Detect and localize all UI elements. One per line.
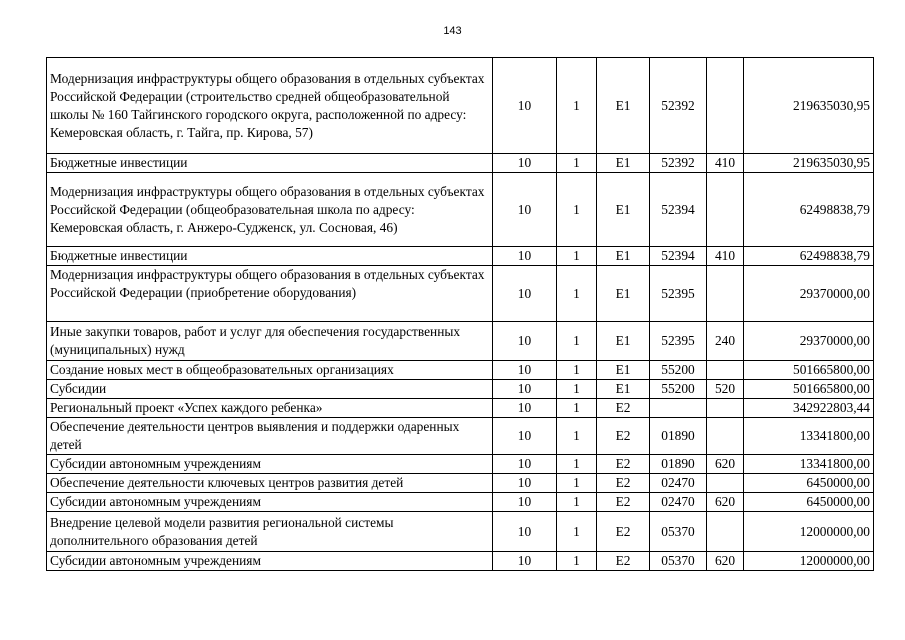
row-section: 10 [493,266,557,322]
row-expense-type: 410 [707,247,744,266]
row-name: Создание новых мест в общеобразовательных организациях [47,361,493,380]
row-section: 10 [493,361,557,380]
row-subsection: 1 [557,58,597,154]
row-section: 10 [493,455,557,474]
budget-table [46,57,874,571]
row-expense-type: 620 [707,552,744,571]
row-program-code: E1 [597,154,650,173]
row-target-code: 05370 [650,552,707,571]
table-row [47,322,874,361]
row-subsection: 1 [557,399,597,418]
row-amount: 219635030,95 [744,58,874,154]
row-name: Модернизация инфраструктуры общего образования в отдельных субъектах Российской Федерации (общеобразовательная школа по адресу: Кемеровская область, г. Анжеро-Судженск, ул. Сосновая, 46) [47,173,493,247]
table-row [47,173,874,247]
row-amount: 6450000,00 [744,493,874,512]
row-target-code: 55200 [650,361,707,380]
row-target-code: 02470 [650,493,707,512]
row-amount: 62498838,79 [744,247,874,266]
row-amount: 12000000,00 [744,552,874,571]
row-subsection: 1 [557,173,597,247]
row-target-code: 52394 [650,173,707,247]
table-row [47,512,874,552]
table-row [47,247,874,266]
row-target-code: 05370 [650,512,707,552]
row-section: 10 [493,552,557,571]
table-row [47,266,874,322]
row-subsection: 1 [557,512,597,552]
table-row [47,455,874,474]
row-expense-type [707,474,744,493]
row-subsection: 1 [557,455,597,474]
row-section: 10 [493,493,557,512]
row-target-code: 55200 [650,380,707,399]
row-subsection: 1 [557,493,597,512]
row-subsection: 1 [557,552,597,571]
row-subsection: 1 [557,361,597,380]
row-program-code: E2 [597,399,650,418]
row-name: Модернизация инфраструктуры общего образования в отдельных субъектах Российской Федерации (приобретение оборудования) [47,266,493,322]
table-row [47,399,874,418]
row-amount: 13341800,00 [744,455,874,474]
row-amount: 501665800,00 [744,380,874,399]
row-subsection: 1 [557,474,597,493]
row-amount: 6450000,00 [744,474,874,493]
row-name: Субсидии автономным учреждениям [47,493,493,512]
row-expense-type [707,173,744,247]
row-program-code: E2 [597,474,650,493]
row-name: Обеспечение деятельности ключевых центров развития детей [47,474,493,493]
row-program-code: E2 [597,493,650,512]
row-expense-type: 240 [707,322,744,361]
row-program-code: E2 [597,418,650,455]
row-amount: 12000000,00 [744,512,874,552]
table-row [47,552,874,571]
row-name: Обеспечение деятельности центров выявления и поддержки одаренных детей [47,418,493,455]
table-row [47,361,874,380]
row-program-code: E1 [597,266,650,322]
row-name: Субсидии автономным учреждениям [47,455,493,474]
row-program-code: E2 [597,455,650,474]
row-program-code: E1 [597,58,650,154]
row-section: 10 [493,154,557,173]
row-section: 10 [493,380,557,399]
row-name: Субсидии [47,380,493,399]
row-target-code: 52395 [650,322,707,361]
row-expense-type: 410 [707,154,744,173]
row-target-code: 52392 [650,58,707,154]
row-program-code: E1 [597,322,650,361]
table-row [47,418,874,455]
row-expense-type [707,418,744,455]
row-expense-type [707,512,744,552]
row-name: Бюджетные инвестиции [47,154,493,173]
row-amount: 219635030,95 [744,154,874,173]
row-amount: 13341800,00 [744,418,874,455]
row-subsection: 1 [557,154,597,173]
row-target-code: 02470 [650,474,707,493]
row-program-code: E1 [597,247,650,266]
row-section: 10 [493,58,557,154]
page-number: 143 [443,25,462,37]
row-name: Модернизация инфраструктуры общего образования в отдельных субъектах Российской Федерации (строительство средней общеобразовательной школы № 160 Тайгинского городского округа, расположенной по адресу: Кемеровская область, г. Тайга, пр. Кирова, 57) [47,58,493,154]
row-program-code: E1 [597,380,650,399]
row-expense-type: 620 [707,455,744,474]
table-row [47,380,874,399]
table-row [47,154,874,173]
row-amount: 501665800,00 [744,361,874,380]
row-program-code: E2 [597,512,650,552]
row-name: Внедрение целевой модели развития региональной системы дополнительного образования детей [47,512,493,552]
row-subsection: 1 [557,247,597,266]
row-amount: 62498838,79 [744,173,874,247]
row-section: 10 [493,474,557,493]
row-subsection: 1 [557,266,597,322]
table-row [47,474,874,493]
row-target-code: 01890 [650,455,707,474]
row-section: 10 [493,399,557,418]
row-amount: 29370000,00 [744,266,874,322]
row-section: 10 [493,418,557,455]
row-target-code: 52394 [650,247,707,266]
row-name: Иные закупки товаров, работ и услуг для обеспечения государственных (муниципальных) нужд [47,322,493,361]
row-target-code: 52395 [650,266,707,322]
row-section: 10 [493,322,557,361]
row-expense-type [707,266,744,322]
row-name: Региональный проект «Успех каждого ребенка» [47,399,493,418]
row-program-code: E1 [597,173,650,247]
row-target-code: 01890 [650,418,707,455]
row-amount: 342922803,44 [744,399,874,418]
row-subsection: 1 [557,418,597,455]
table-row [47,58,874,154]
row-section: 10 [493,247,557,266]
row-expense-type [707,58,744,154]
row-program-code: E2 [597,552,650,571]
table-row [47,493,874,512]
row-expense-type [707,399,744,418]
row-amount: 29370000,00 [744,322,874,361]
row-name: Субсидии автономным учреждениям [47,552,493,571]
row-section: 10 [493,173,557,247]
row-program-code: E1 [597,361,650,380]
row-expense-type: 520 [707,380,744,399]
row-target-code [650,399,707,418]
row-target-code: 52392 [650,154,707,173]
row-name: Бюджетные инвестиции [47,247,493,266]
row-subsection: 1 [557,322,597,361]
row-expense-type: 620 [707,493,744,512]
row-expense-type [707,361,744,380]
row-section: 10 [493,512,557,552]
row-subsection: 1 [557,380,597,399]
